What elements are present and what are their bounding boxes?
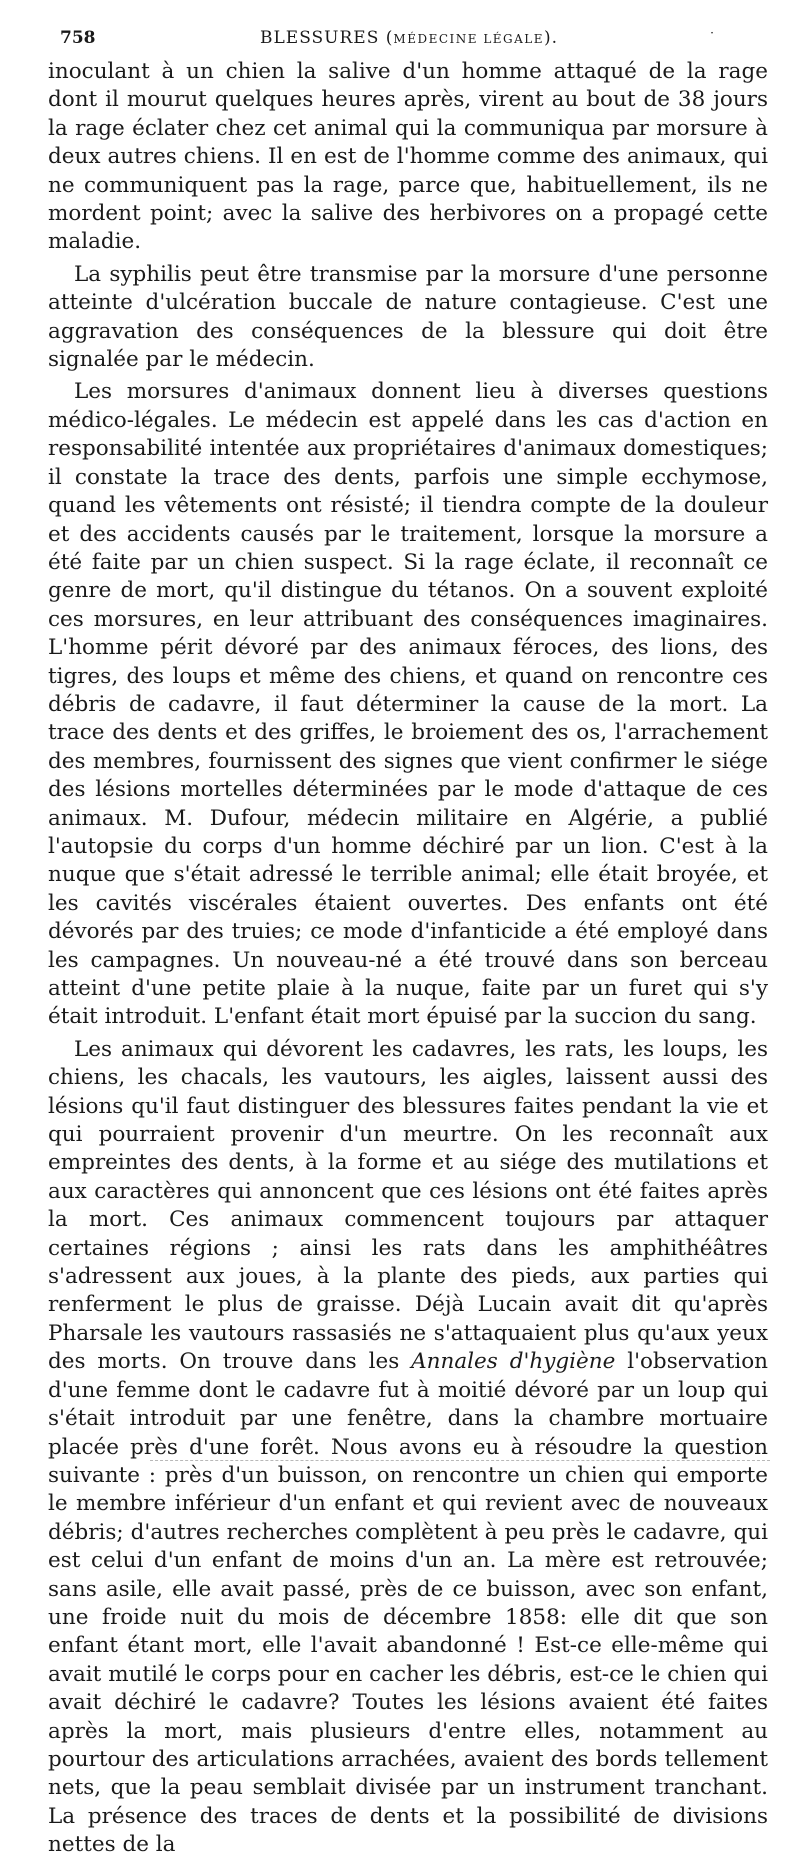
- running-title: [260, 28, 558, 48]
- journal-title: Annales d'hygiène: [411, 1349, 616, 1375]
- paragraph-scavengers-text-after: l'observation d'une femme dont le cadavre fut à moitié dévoré par un loup qui s'était introduit par une fenêtre, dans la chambre mortuaire placée près d'une forêt. Nous avons eu à résoudre la question suivante : près d'un buisson, on rencontre un chien qui emporte le membre inférieur d'un enfant et qui revient avec de nouveaux débris; d'autres recherches complètent à peu près le cadavre, qui est celui d'un enfant de moins d'un an. La mère est retrouvée; sans asile, elle avait passé, près de ce buisson, avec son enfant, une froide nuit du mois de décembre 1858: elle dit que son enfant étant mort, elle l'avait abandonné ! Est-ce elle-même qui avait mutilé le corps pour en cacher les débris, est-ce le chien qui avait déchiré le cadavre? Toutes les lésions avaient été faites après la mort, mais plusieurs d'entre elles, notamment au pourtour des articulations arrachées, avaient des bords tellement nets, que la peau semblait divisée par un instrument tranchant. La présence des traces de dents et la possibilité de divisions nettes de la: [48, 1349, 769, 1858]
- paragraph-scavengers-text-before: Les animaux qui dévorent les cadavres, les rats, les loups, les chiens, les chacals, les vautours, les aigles, laissent aussi des lésions qu'il faut distinguer des blessures faites pendant la vie et qui pourraient provenir d'un meurtre. On les reconnaît aux empreintes des dents, à la forme et au siége des mutilations et aux caractères qui annoncent que ces lésions ont été faites après la mort. Ces animaux commencent toujours par attaquer certaines régions ; ainsi les rats dans les amphithéâtres s'adressent aux joues, à la plante des pieds, aux parties qui renferment le plus de graisse. Déjà Lucain avait dit qu'après Pharsale les vautours rassasiés ne s'attaquaient plus qu'aux yeux des morts. On trouve dans les: [48, 1036, 768, 1375]
- running-header: [50, 28, 762, 58]
- page-number: 758: [60, 28, 96, 48]
- running-title-end: ).: [544, 28, 559, 48]
- paragraph-scavengers: [48, 1036, 768, 1860]
- running-title-subject: MÉDECINE LÉGALE: [393, 32, 545, 46]
- paragraph-animal-bites: Les morsures d'animaux donnent lieu à diverses questions médico-légales. Le médecin est appelé dans les cas d'action en responsabilité intentée aux propriétaires d'animaux domestiques; il constate la trace des dents, parfois une simple ecchymose, quand les vêtements ont résisté; il tiendra compte de la douleur et des accidents causés par le traitement, lorsque la morsure a été faite par un chien suspect. Si la rage éclate, il reconnaît ce genre de mort, qu'il distingue du tétanos. On a souvent exploité ces morsures, en leur attribuant des conséquences imaginaires. L'homme périt dévoré par des animaux féroces, des lions, des tigres, des loups et même des chiens, et quand on rencontre ces débris de cadavre, il faut déterminer la cause de la mort. La trace des dents et des griffes, le broiement des os, l'arrachement des membres, fournissent des signes que vient confirmer le siége des lésions mortelles déterminées par le mode d'attaque de ces animaux. M. Dufour, médecin militaire en Algérie, a publié l'autopsie du corps d'un homme déchiré par un lion. C'est à la nuque que s'était adressé le terrible animal; elle était broyée, et les cavités viscérales étaient ouvertes. Des enfants ont été dévorés par des truies; ce mode d'infanticide a été employé dans les campagnes. Un nouveau-né a été trouvé dans son berceau atteint d'une petite plaie à la nuque, faite par un furet qui s'y était introduit. L'enfant était mort épuisé par la succion du sang.: [48, 379, 768, 1030]
- corner-mark: ·: [710, 26, 714, 40]
- footer-rule: [150, 1460, 770, 1461]
- paragraph-syphilis: La syphilis peut être transmise par la morsure d'une personne atteinte d'ulcération buccale de nature contagieuse. C'est une aggravation des conséquences de la blessure qui doit être signalée par le médecin.: [48, 261, 768, 373]
- running-title-main: BLESSURES (: [260, 28, 394, 48]
- body-text: [48, 58, 768, 1860]
- paragraph-rabies: inoculant à un chien la salive d'un homme attaqué de la rage dont il mourut quelques heures après, virent au bout de 38 jours la rage éclater chez cet animal qui la communiqua par morsure à deux autres chiens. Il en est de l'homme comme des animaux, qui ne communiquent pas la rage, parce que, habituellement, ils ne mordent point; avec la salive des herbivores on a propagé cette maladie.: [48, 59, 768, 255]
